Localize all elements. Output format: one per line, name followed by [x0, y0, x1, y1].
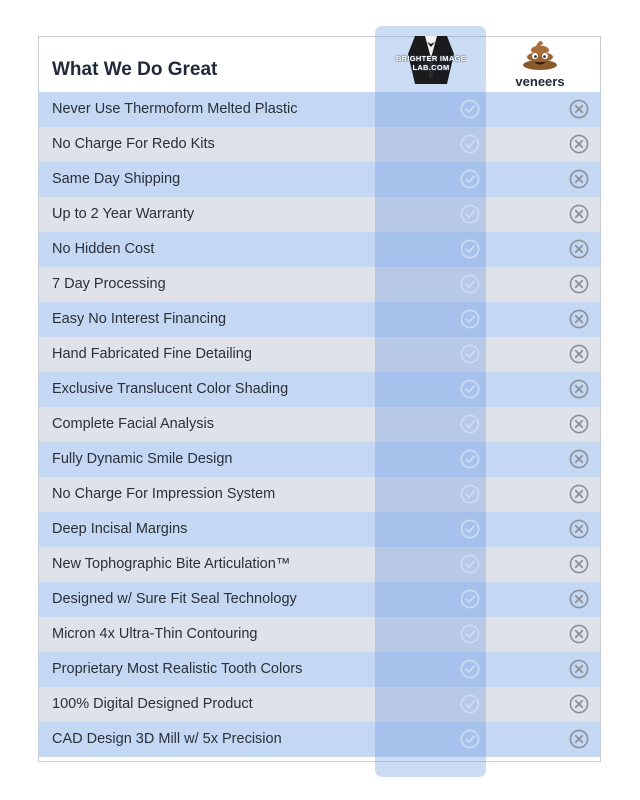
check-circle-icon — [460, 519, 480, 539]
feature-label: No Charge For Redo Kits — [52, 136, 215, 152]
feature-label: Micron 4x Ultra-Thin Contouring — [52, 626, 258, 642]
check-circle-icon — [460, 379, 480, 399]
check-circle-icon — [460, 204, 480, 224]
check-circle-icon — [460, 99, 480, 119]
competitor-column-label: veneers — [515, 74, 565, 89]
brand-column-label: BRIGHTER IMAGE LAB.COM — [395, 54, 467, 72]
table-title: What We Do Great — [52, 59, 218, 80]
table-row — [39, 337, 600, 372]
check-circle-icon — [460, 729, 480, 749]
table-row — [39, 442, 600, 477]
check-circle-icon — [460, 414, 480, 434]
table-row — [39, 582, 600, 617]
check-circle-icon — [460, 484, 480, 504]
x-circle-icon — [569, 344, 589, 364]
feature-label: No Hidden Cost — [52, 241, 155, 257]
feature-label: Complete Facial Analysis — [52, 416, 214, 432]
table-row — [39, 512, 600, 547]
check-circle-icon — [460, 344, 480, 364]
x-circle-icon — [569, 484, 589, 504]
feature-label: 100% Digital Designed Product — [52, 696, 253, 712]
check-circle-icon — [460, 239, 480, 259]
feature-label: Hand Fabricated Fine Detailing — [52, 346, 252, 362]
check-circle-icon — [460, 554, 480, 574]
table-row — [39, 232, 600, 267]
table-row — [39, 92, 600, 127]
check-circle-icon — [460, 694, 480, 714]
table-row — [39, 477, 600, 512]
x-circle-icon — [569, 379, 589, 399]
x-circle-icon — [569, 519, 589, 539]
table-row — [39, 372, 600, 407]
x-circle-icon — [569, 204, 589, 224]
x-circle-icon — [569, 134, 589, 154]
table-row — [39, 197, 600, 232]
table-row — [39, 617, 600, 652]
check-circle-icon — [460, 624, 480, 644]
poop-emoji-icon — [520, 38, 560, 70]
x-circle-icon — [569, 309, 589, 329]
feature-label: New Tophographic Bite Articulation™ — [52, 556, 291, 572]
feature-label: Proprietary Most Realistic Tooth Colors — [52, 661, 303, 677]
x-circle-icon — [569, 449, 589, 469]
check-circle-icon — [460, 589, 480, 609]
x-circle-icon — [569, 589, 589, 609]
feature-label: Easy No Interest Financing — [52, 311, 227, 327]
check-circle-icon — [460, 274, 480, 294]
feature-label: Fully Dynamic Smile Design — [52, 451, 233, 467]
x-circle-icon — [569, 694, 589, 714]
feature-label: Same Day Shipping — [52, 171, 181, 187]
feature-label: Never Use Thermoform Melted Plastic — [52, 101, 298, 117]
table-row — [39, 547, 600, 582]
x-circle-icon — [569, 99, 589, 119]
feature-label: CAD Design 3D Mill w/ 5x Precision — [52, 731, 282, 747]
feature-label: 7 Day Processing — [52, 276, 166, 292]
table-row — [39, 302, 600, 337]
x-circle-icon — [569, 274, 589, 294]
table-row — [39, 722, 600, 757]
table-row — [39, 162, 600, 197]
table-row — [39, 267, 600, 302]
x-circle-icon — [569, 239, 589, 259]
x-circle-icon — [569, 659, 589, 679]
feature-label: Designed w/ Sure Fit Seal Technology — [52, 591, 297, 607]
x-circle-icon — [569, 169, 589, 189]
check-circle-icon — [460, 659, 480, 679]
x-circle-icon — [569, 414, 589, 434]
x-circle-icon — [569, 554, 589, 574]
check-circle-icon — [460, 134, 480, 154]
table-row — [39, 687, 600, 722]
feature-label: Exclusive Translucent Color Shading — [52, 381, 289, 397]
feature-label: Deep Incisal Margins — [52, 521, 188, 537]
x-circle-icon — [569, 624, 589, 644]
comparison-table — [38, 36, 601, 762]
feature-label: Up to 2 Year Warranty — [52, 206, 195, 222]
x-circle-icon — [569, 729, 589, 749]
check-circle-icon — [460, 309, 480, 329]
table-rows — [39, 92, 600, 757]
check-circle-icon — [460, 169, 480, 189]
table-row — [39, 407, 600, 442]
feature-label: No Charge For Impression System — [52, 486, 276, 502]
table-row — [39, 652, 600, 687]
check-circle-icon — [460, 449, 480, 469]
table-row — [39, 127, 600, 162]
